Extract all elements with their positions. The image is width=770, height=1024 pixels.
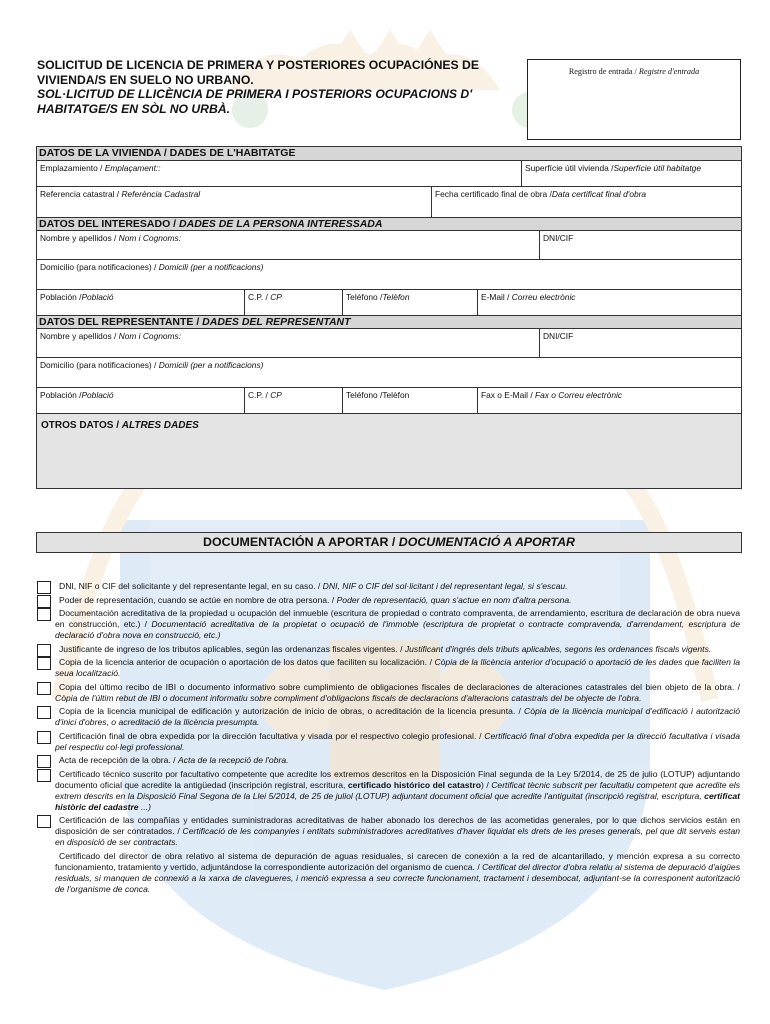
checkbox[interactable]: [37, 706, 51, 719]
checklist-item-dni: DNI, NIF o CIF del solicitante y del representante legal, en su caso. / DNI, NIF o CIF del sol·licitant i del representant legal, si s'escau.: [37, 581, 740, 592]
checklist-item-licencia-edificacion: Copia de la licencia municipal de edificación y autorización de inicio de obras, o acreditación de la licencia presunta. / Còpia de la llicència municipal d'edificació i autorització d'inici d'obres, o acreditació de la llicència presumpta.: [37, 706, 740, 728]
checkbox[interactable]: [37, 657, 51, 670]
checklist-item-depuracion: Certificado del director de obra relativo al sistema de depuración de aguas residuales, si carecen de conexión a la red de alcantarillado, y mención expresa a su correcto funcionamiento, tratamiento y vertido, adjuntándose la correspondiente autorización del organismo de cuenca. / Certificat del director d'obra relatiu al sistema de depuració d'aigües residuals, si manquen de connexió a la xarxa de clavegueres, i menció expressa a seu correcte funcionament, tractament i desembocat, adjuntant-se la corresponent autorització de l'organisme de conca.: [55, 850, 740, 894]
interesado-email-field[interactable]: E-Mail / Correu electrònic: [477, 290, 741, 315]
superficie-field[interactable]: Superfície útil vivienda /Superfície útil habitatge: [521, 161, 741, 186]
checkbox[interactable]: [37, 608, 51, 621]
interesado-poblacion-field[interactable]: Población /Població: [40, 292, 114, 302]
fecha-certificado-field[interactable]: Fecha certificado final de obra /Data certificat final d'obra: [431, 187, 741, 217]
section-representante-header: DATOS DEL REPRESENTANTE / DADES DEL REPRESENTANT: [37, 315, 741, 328]
checkbox[interactable]: [37, 595, 51, 608]
representante-fax-email-field[interactable]: Fax o E-Mail / Fax o Correu electrònic: [477, 388, 741, 413]
checklist-item-poder: Poder de representación, cuando se actúe en nombre de otra persona. / Poder de representació, quan s'actue en nom d'altra persona.: [37, 595, 740, 606]
checkbox[interactable]: [37, 755, 51, 768]
representante-telefono-field[interactable]: Teléfono /Telèfon: [342, 388, 477, 413]
checkbox[interactable]: [37, 682, 51, 695]
checkbox[interactable]: [37, 815, 51, 828]
interesado-telefono-field[interactable]: Teléfono /Telèfon: [342, 290, 477, 315]
documentation-checklist: [37, 581, 740, 897]
form-title: [37, 58, 527, 116]
checklist-item-suministros: Certificación de las compañías y entidades suministradoras acreditativas de haber abonado los derechos de las acometidas generales, por lo que dichos servicios están en disposición de ser contratados. / Certificació de les companyies i entitats subministradores acreditatives d'haver liquidat els drets de les preses generals, pel que dit serveis estan en disposició de ser contractats.: [37, 815, 740, 848]
checklist-item-ibi: Copia del último recibo de IBI o documento informativo sobre cumplimiento de obligaciones fiscales de declaraciones de alteraciones catastrales del bien objeto de la obra. / Còpia de l'últim rebut de IBI o document informatiu sobre compliment d'obligacions fiscals de declaracions d'alteracions catastrals del be objecte de l'obra.: [37, 682, 740, 704]
checklist-item-tributos: Justificante de ingreso de los tributos aplicables, según las ordenanzas fiscales vigentes. / Justificant d'ingrés dels tributs aplicables, segons les ordenances fiscals vigents.: [37, 644, 740, 655]
interesado-domicilio-field[interactable]: Domicilio (para notificaciones) / Domicili (per a notificacions): [40, 262, 264, 272]
representante-dni-field[interactable]: DNI/CIF: [539, 329, 741, 357]
registration-label: Registro de entrada / Registre d'entrada: [568, 67, 700, 76]
representante-poblacion-field[interactable]: Población /Població: [40, 390, 114, 400]
section-interesado-header: DATOS DEL INTERESADO / DADES DE LA PERSONA INTERESSADA: [37, 217, 741, 230]
checkbox[interactable]: [37, 644, 51, 657]
checklist-item-licencia-anterior: Copia de la licencia anterior de ocupación o aportación de los datos que faciliten su localización. / Còpia de la llicència anterior d'ocupació o aportació de les dades que faciliten la seua localització.: [37, 657, 740, 679]
checkbox[interactable]: [37, 581, 51, 594]
checkbox[interactable]: [37, 731, 51, 744]
representante-cp-field[interactable]: C.P. / CP: [244, 388, 342, 413]
emplazamiento-field[interactable]: Emplazamiento / Emplaçament::: [40, 163, 161, 173]
registration-stamp-box: [527, 59, 741, 140]
otros-datos-area[interactable]: [37, 413, 741, 488]
checklist-item-certificado-tecnico: Certificado técnico suscrito por facultativo competente que acredite los extremos descritos en la Disposición Final segunda de la Ley 5/2014, de 25 de julio (LOTUP) adjuntando documento oficial que acredite la antigüedad (inscripción registral, escritura, certificado histórico del catastro) / Certificat tècnic subscrit per facultatiu competent que acredite els extrem descrits en la Disposició Final Segona de la Llei 5/2014, de 25 de juliol (LOTUP) adjuntant document oficial que acredite l'antiguitat (inscripció registral, escriptura, certificat històric del cadastre ...): [37, 769, 740, 813]
checklist-item-certificacion-final: Certificación final de obra expedida por la dirección facultativa y visada por el respectivo colegio profesional. / Certificació final d'obra expedida per la direcció facultativa i visada pel respectiu col·legi professional.: [37, 731, 740, 753]
checkbox[interactable]: [37, 769, 51, 782]
checklist-item-acta-recepcion: Acta de recepción de la obra. / Acta de la recepció de l'obra.: [37, 755, 740, 766]
interesado-cp-field[interactable]: C.P. / CP: [244, 290, 342, 315]
interesado-dni-field[interactable]: DNI/CIF: [539, 231, 741, 259]
representante-domicilio-field[interactable]: Domicilio (para notificaciones) / Domicili (per a notificacions): [40, 360, 264, 370]
application-form-table: [36, 146, 742, 489]
otros-datos-title: OTROS DATOS / ALTRES DADES: [41, 420, 199, 431]
documentation-heading: DOCUMENTACIÓN A APORTAR / DOCUMENTACIÓ A APORTAR: [36, 532, 742, 553]
referencia-catastral-field[interactable]: Referencia catastral / Referència Cadastral: [40, 189, 201, 199]
checklist-item-propiedad: Documentación acreditativa de la propiedad u ocupación del inmueble (escritura de propiedad o contrato compraventa, de arrendamiento, escritura de declaración de obra nueva en construcción, etc.) / Documentació acreditativa de la propietat o ocupació de l'immoble (escriptura de propietat o contracte compravenda, d'arrendament, escriptura de declaració d'obra nova en construcció, etc.): [37, 608, 740, 641]
title-catalan: SOL·LICITUD DE LLICÈNCIA DE PRIMERA I POSTERIORS OCUPACIONS D' HABITATGE/S EN SÒL NO URBÀ.: [37, 87, 473, 116]
interesado-nombre-field[interactable]: Nombre y apellidos / Nom i Cognoms:: [40, 233, 182, 243]
representante-nombre-field[interactable]: Nombre y apellidos / Nom i Cognoms:: [40, 331, 182, 341]
title-spanish: SOLICITUD DE LICENCIA DE PRIMERA Y POSTERIORES OCUPACIÓNES DE VIVIENDA/S EN SUELO NO URBANO.: [37, 58, 479, 87]
section-vivienda-header: DATOS DE LA VIVIENDA / DADES DE L'HABITATGE: [37, 147, 741, 160]
